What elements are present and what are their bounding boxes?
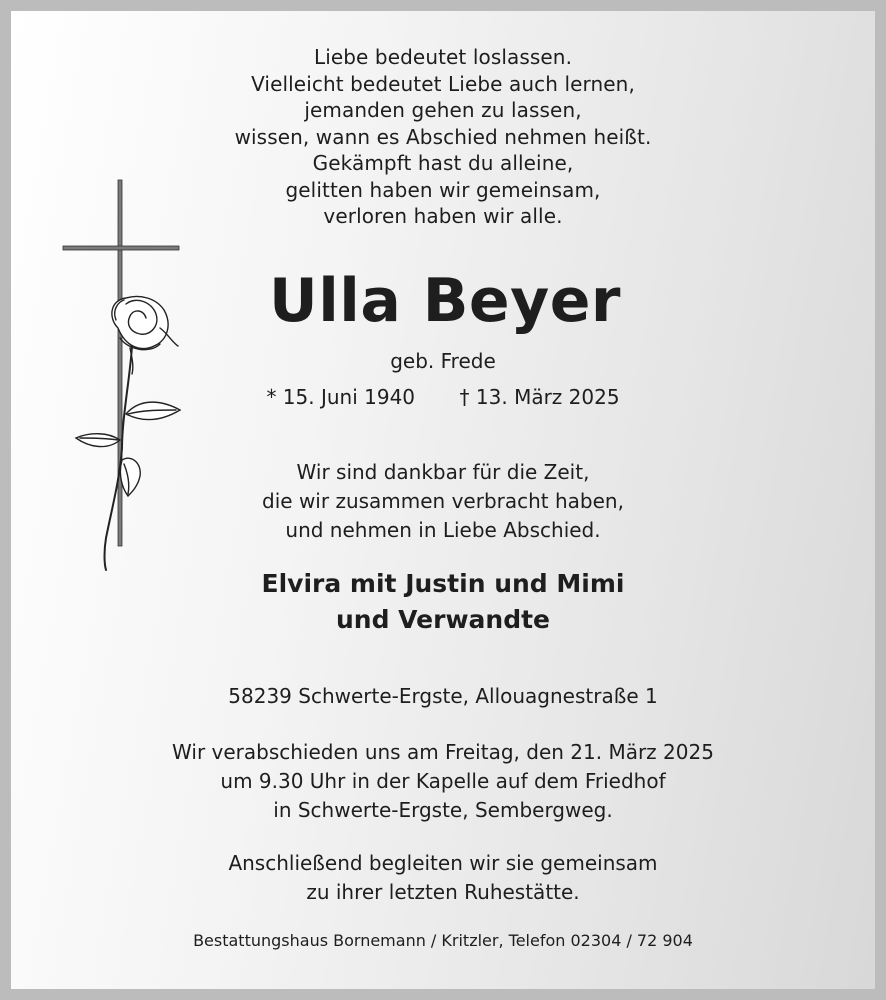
burial-line: zu ihrer letzten Ruhestätte.: [306, 880, 580, 904]
burial-info: [0, 849, 886, 907]
thanks-line: und nehmen in Liebe Abschied.: [285, 518, 601, 542]
mourners-line: und Verwandte: [335, 605, 551, 634]
poem-line: Vielleicht bedeutet Liebe auch lernen,: [251, 71, 635, 96]
poem-line: Liebe bedeutet loslassen.: [313, 45, 573, 69]
birth-date: * 15. Juni 1940: [266, 385, 416, 409]
death-date: † 13. März 2025: [459, 385, 620, 409]
poem-line: Gekämpft hast du alleine,: [312, 151, 574, 175]
service-info: [0, 738, 886, 825]
address: 58239 Schwerte-Ergste, Allouagnestraße 1: [228, 684, 658, 708]
mourners: [0, 566, 886, 638]
funeral-home-footer: Bestattungshaus Bornemann / Kritzler, Telefon 02304 / 72 904: [193, 931, 693, 950]
burial-line: Anschließend begleiten wir sie gemeinsam: [228, 851, 658, 875]
maiden-name: geb. Frede: [390, 349, 496, 373]
service-line: Wir verabschieden uns am Freitag, den 21. März 2025: [172, 740, 714, 764]
mourners-line: Elvira mit Justin und Mimi: [261, 569, 625, 598]
deceased-name: Ulla Beyer: [268, 266, 622, 336]
poem-line: jemanden gehen zu lassen,: [304, 98, 582, 122]
service-line: in Schwerte-Ergste, Sembergweg.: [273, 798, 613, 822]
service-line: um 9.30 Uhr in der Kapelle auf dem Friedhof: [220, 769, 666, 793]
poem-line: gelitten haben wir gemeinsam,: [285, 177, 601, 202]
life-dates: [0, 384, 886, 410]
poem-line: verloren haben wir alle.: [323, 204, 563, 228]
thanks-text: [0, 458, 886, 545]
thanks-line: die wir zusammen verbracht haben,: [262, 489, 624, 513]
poem-line: wissen, wann es Abschied nehmen heißt.: [234, 124, 652, 149]
thanks-line: Wir sind dankbar für die Zeit,: [296, 460, 590, 484]
